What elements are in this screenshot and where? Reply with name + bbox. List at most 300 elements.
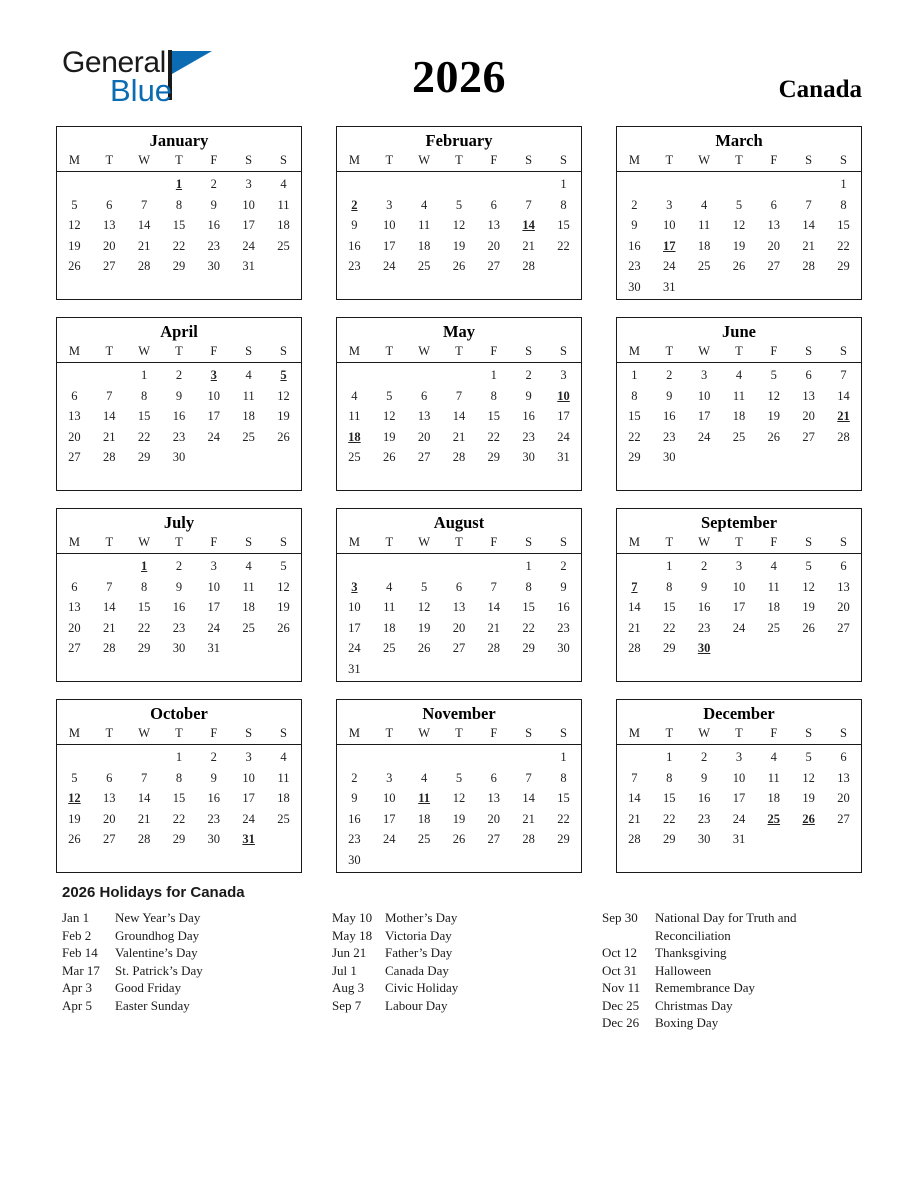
day-cell[interactable]: 25	[242, 620, 255, 635]
day-cell[interactable]: 3	[210, 559, 217, 574]
day-cell[interactable]: 6	[840, 559, 847, 574]
day-cell[interactable]: 8	[175, 197, 183, 212]
day-cell[interactable]: 7	[140, 770, 148, 785]
day-cell[interactable]: 16	[207, 218, 221, 233]
day-cell[interactable]: 9	[351, 791, 358, 806]
day-cell[interactable]: 27	[417, 450, 431, 465]
day-cell[interactable]: 22	[557, 811, 570, 826]
day-cell[interactable]: 16	[663, 409, 676, 424]
day-cell[interactable]: 11	[767, 770, 780, 785]
day-cell[interactable]: 7	[455, 388, 463, 403]
day-cell[interactable]: 16	[172, 409, 186, 424]
day-cell[interactable]: 8	[525, 579, 532, 594]
day-cell[interactable]: 28	[452, 450, 466, 465]
day-cell[interactable]: 15	[557, 791, 570, 806]
day-cell[interactable]: 3	[560, 368, 567, 383]
day-cell[interactable]: 21	[802, 238, 815, 253]
day-cell[interactable]: 28	[628, 832, 641, 847]
day-cell[interactable]: 24	[242, 811, 255, 826]
day-cell[interactable]: 1	[560, 750, 567, 765]
day-cell[interactable]: 19	[732, 238, 746, 253]
day-cell[interactable]: 25	[697, 259, 711, 274]
day-cell[interactable]: 21	[452, 429, 466, 444]
day-cell[interactable]: 9	[666, 388, 673, 403]
day-cell[interactable]: 8	[666, 770, 673, 785]
day-cell[interactable]: 13	[837, 770, 850, 785]
day-cell[interactable]: 16	[348, 811, 361, 826]
day-cell[interactable]: 24	[732, 620, 746, 635]
day-cell-holiday[interactable]: 26	[802, 811, 815, 826]
day-cell[interactable]: 13	[802, 388, 815, 403]
day-cell[interactable]: 14	[628, 600, 641, 615]
day-cell[interactable]: 6	[71, 388, 78, 403]
day-cell[interactable]: 5	[735, 197, 743, 212]
day-cell[interactable]: 18	[417, 238, 431, 253]
day-cell-holiday[interactable]: 1	[175, 177, 183, 192]
day-cell[interactable]: 13	[68, 600, 81, 615]
day-cell[interactable]: 4	[770, 750, 777, 765]
day-cell[interactable]: 6	[490, 197, 497, 212]
day-cell[interactable]: 12	[452, 218, 466, 233]
day-cell[interactable]: 22	[557, 238, 570, 253]
day-cell[interactable]: 2	[210, 750, 217, 765]
day-cell[interactable]: 21	[522, 238, 535, 253]
day-cell[interactable]: 19	[767, 409, 781, 424]
day-cell[interactable]: 23	[663, 429, 676, 444]
day-cell[interactable]: 30	[207, 832, 221, 847]
day-cell[interactable]: 23	[557, 620, 570, 635]
day-cell[interactable]: 31	[732, 832, 746, 847]
day-cell[interactable]: 10	[242, 770, 255, 785]
day-cell[interactable]: 10	[732, 770, 746, 785]
day-cell-holiday[interactable]: 7	[631, 579, 638, 594]
day-cell[interactable]: 6	[805, 368, 812, 383]
day-cell[interactable]: 4	[280, 177, 287, 192]
day-cell[interactable]: 5	[805, 559, 812, 574]
day-cell[interactable]: 29	[172, 259, 186, 274]
day-cell[interactable]: 11	[383, 600, 396, 615]
day-cell[interactable]: 16	[522, 409, 535, 424]
day-cell[interactable]: 16	[697, 791, 711, 806]
day-cell[interactable]: 29	[522, 641, 535, 656]
day-cell[interactable]: 23	[522, 429, 535, 444]
day-cell[interactable]: 18	[732, 409, 746, 424]
day-cell[interactable]: 18	[767, 600, 781, 615]
day-cell[interactable]: 3	[245, 177, 252, 192]
day-cell[interactable]: 17	[557, 409, 570, 424]
day-cell[interactable]: 18	[697, 238, 711, 253]
day-cell[interactable]: 17	[732, 791, 746, 806]
day-cell[interactable]: 20	[68, 620, 81, 635]
day-cell-holiday[interactable]: 18	[348, 429, 361, 444]
day-cell[interactable]: 22	[172, 238, 186, 253]
day-cell[interactable]: 28	[137, 832, 151, 847]
day-cell[interactable]: 27	[802, 429, 815, 444]
day-cell[interactable]: 15	[557, 218, 570, 233]
day-cell[interactable]: 7	[805, 197, 812, 212]
day-cell[interactable]: 27	[452, 641, 466, 656]
day-cell[interactable]: 16	[697, 600, 711, 615]
day-cell[interactable]: 5	[455, 197, 463, 212]
day-cell[interactable]: 1	[666, 750, 673, 765]
day-cell[interactable]: 17	[383, 238, 396, 253]
day-cell[interactable]: 31	[557, 450, 570, 465]
day-cell[interactable]: 9	[700, 770, 708, 785]
day-cell[interactable]: 15	[172, 218, 186, 233]
day-cell[interactable]: 7	[490, 579, 497, 594]
day-cell[interactable]: 16	[628, 238, 641, 253]
day-cell[interactable]: 29	[172, 832, 186, 847]
day-cell[interactable]: 23	[697, 620, 711, 635]
day-cell[interactable]: 15	[137, 409, 151, 424]
day-cell[interactable]: 5	[386, 388, 393, 403]
day-cell[interactable]: 9	[210, 197, 217, 212]
day-cell[interactable]: 1	[666, 559, 673, 574]
day-cell[interactable]: 28	[628, 641, 641, 656]
day-cell[interactable]: 22	[837, 238, 850, 253]
day-cell[interactable]: 26	[452, 259, 466, 274]
day-cell[interactable]: 9	[351, 218, 358, 233]
day-cell[interactable]: 1	[490, 368, 497, 383]
day-cell[interactable]: 12	[277, 579, 290, 594]
day-cell[interactable]: 21	[103, 620, 116, 635]
day-cell-holiday[interactable]: 3	[210, 368, 217, 383]
day-cell[interactable]: 27	[767, 259, 781, 274]
day-cell[interactable]: 24	[697, 429, 711, 444]
day-cell[interactable]: 2	[210, 177, 217, 192]
day-cell[interactable]: 9	[700, 579, 708, 594]
day-cell[interactable]: 2	[700, 750, 708, 765]
day-cell[interactable]: 26	[452, 832, 466, 847]
day-cell[interactable]: 17	[348, 620, 361, 635]
day-cell[interactable]: 2	[175, 559, 183, 574]
day-cell[interactable]: 1	[840, 177, 847, 192]
day-cell[interactable]: 19	[277, 600, 290, 615]
day-cell[interactable]: 5	[71, 770, 78, 785]
day-cell[interactable]: 22	[137, 620, 151, 635]
day-cell[interactable]: 2	[351, 770, 358, 785]
day-cell[interactable]: 11	[698, 218, 711, 233]
day-cell[interactable]: 16	[348, 238, 361, 253]
day-cell[interactable]: 19	[417, 620, 431, 635]
day-cell[interactable]: 13	[417, 409, 431, 424]
day-cell[interactable]: 15	[137, 600, 151, 615]
day-cell[interactable]: 12	[732, 218, 746, 233]
day-cell[interactable]: 16	[172, 600, 186, 615]
day-cell-holiday[interactable]: 14	[522, 218, 535, 233]
day-cell[interactable]: 22	[522, 620, 535, 635]
day-cell[interactable]: 23	[207, 811, 221, 826]
day-cell[interactable]: 27	[487, 259, 501, 274]
day-cell[interactable]: 19	[452, 811, 466, 826]
day-cell[interactable]: 29	[628, 450, 641, 465]
day-cell[interactable]: 15	[837, 218, 850, 233]
day-cell[interactable]: 26	[767, 429, 781, 444]
day-cell[interactable]: 28	[103, 641, 116, 656]
day-cell[interactable]: 18	[242, 600, 255, 615]
day-cell[interactable]: 7	[525, 197, 532, 212]
day-cell[interactable]: 20	[103, 811, 116, 826]
day-cell[interactable]: 31	[207, 641, 221, 656]
day-cell[interactable]: 14	[103, 600, 116, 615]
day-cell[interactable]: 8	[175, 770, 183, 785]
day-cell[interactable]: 29	[137, 450, 151, 465]
day-cell[interactable]: 22	[663, 620, 676, 635]
day-cell[interactable]: 14	[837, 388, 850, 403]
day-cell[interactable]: 17	[732, 600, 746, 615]
day-cell[interactable]: 13	[103, 791, 116, 806]
day-cell[interactable]: 3	[386, 197, 393, 212]
day-cell[interactable]: 4	[245, 368, 252, 383]
day-cell[interactable]: 3	[735, 750, 743, 765]
day-cell[interactable]: 25	[732, 429, 746, 444]
day-cell[interactable]: 11	[242, 579, 255, 594]
day-cell[interactable]: 20	[487, 811, 501, 826]
day-cell-holiday[interactable]: 17	[663, 238, 676, 253]
day-cell[interactable]: 26	[802, 620, 815, 635]
day-cell[interactable]: 14	[103, 409, 116, 424]
day-cell[interactable]: 13	[767, 218, 781, 233]
day-cell[interactable]: 26	[732, 259, 746, 274]
day-cell[interactable]: 25	[383, 641, 396, 656]
day-cell[interactable]: 15	[628, 409, 641, 424]
day-cell[interactable]: 2	[175, 368, 183, 383]
day-cell[interactable]: 21	[522, 811, 535, 826]
day-cell[interactable]: 27	[487, 832, 501, 847]
day-cell[interactable]: 3	[700, 368, 708, 383]
day-cell[interactable]: 23	[628, 259, 641, 274]
day-cell[interactable]: 22	[137, 429, 151, 444]
day-cell[interactable]: 12	[417, 600, 431, 615]
day-cell[interactable]: 7	[140, 197, 148, 212]
day-cell[interactable]: 28	[103, 450, 116, 465]
day-cell[interactable]: 22	[628, 429, 641, 444]
day-cell[interactable]: 6	[106, 197, 113, 212]
day-cell-holiday[interactable]: 30	[697, 641, 711, 656]
day-cell[interactable]: 3	[735, 559, 743, 574]
day-cell[interactable]: 14	[137, 791, 151, 806]
day-cell[interactable]: 28	[837, 429, 850, 444]
day-cell[interactable]: 14	[522, 791, 535, 806]
day-cell[interactable]: 4	[420, 770, 428, 785]
day-cell[interactable]: 29	[137, 641, 151, 656]
day-cell[interactable]: 4	[700, 197, 708, 212]
day-cell[interactable]: 25	[277, 811, 290, 826]
day-cell[interactable]: 23	[697, 811, 711, 826]
day-cell[interactable]: 15	[487, 409, 501, 424]
day-cell[interactable]: 13	[452, 600, 466, 615]
day-cell[interactable]: 24	[383, 259, 396, 274]
day-cell[interactable]: 19	[383, 429, 396, 444]
day-cell[interactable]: 27	[837, 620, 850, 635]
day-cell[interactable]: 12	[767, 388, 781, 403]
day-cell[interactable]: 24	[207, 620, 221, 635]
day-cell[interactable]: 21	[628, 811, 641, 826]
day-cell[interactable]: 18	[242, 409, 255, 424]
day-cell[interactable]: 11	[242, 388, 255, 403]
day-cell[interactable]: 3	[666, 197, 673, 212]
day-cell[interactable]: 18	[277, 791, 290, 806]
day-cell[interactable]: 30	[207, 259, 221, 274]
day-cell[interactable]: 9	[560, 579, 567, 594]
day-cell[interactable]: 27	[68, 641, 81, 656]
day-cell[interactable]: 15	[663, 600, 676, 615]
day-cell[interactable]: 6	[455, 579, 463, 594]
day-cell[interactable]: 19	[277, 409, 290, 424]
day-cell[interactable]: 24	[348, 641, 361, 656]
day-cell[interactable]: 27	[68, 450, 81, 465]
day-cell[interactable]: 17	[383, 811, 396, 826]
day-cell[interactable]: 8	[140, 388, 148, 403]
day-cell[interactable]: 7	[525, 770, 532, 785]
day-cell[interactable]: 15	[172, 791, 186, 806]
day-cell[interactable]: 15	[522, 600, 535, 615]
day-cell[interactable]: 26	[417, 641, 431, 656]
day-cell[interactable]: 8	[840, 197, 847, 212]
day-cell[interactable]: 30	[557, 641, 570, 656]
day-cell[interactable]: 18	[417, 811, 431, 826]
day-cell[interactable]: 29	[487, 450, 501, 465]
day-cell[interactable]: 11	[732, 388, 745, 403]
day-cell[interactable]: 20	[487, 238, 501, 253]
day-cell-holiday[interactable]: 1	[140, 559, 148, 574]
day-cell[interactable]: 20	[417, 429, 431, 444]
day-cell[interactable]: 3	[386, 770, 393, 785]
day-cell[interactable]: 25	[242, 429, 255, 444]
day-cell[interactable]: 20	[837, 600, 850, 615]
day-cell[interactable]: 9	[525, 388, 532, 403]
day-cell[interactable]: 9	[210, 770, 217, 785]
day-cell[interactable]: 20	[767, 238, 781, 253]
day-cell[interactable]: 19	[68, 811, 81, 826]
day-cell[interactable]: 31	[348, 661, 361, 676]
day-cell[interactable]: 18	[383, 620, 396, 635]
day-cell[interactable]: 2	[631, 197, 638, 212]
day-cell[interactable]: 3	[245, 750, 252, 765]
day-cell-holiday[interactable]: 21	[837, 409, 850, 424]
day-cell[interactable]: 29	[557, 832, 570, 847]
day-cell[interactable]: 20	[68, 429, 81, 444]
day-cell[interactable]: 12	[383, 409, 396, 424]
day-cell[interactable]: 19	[68, 238, 81, 253]
day-cell[interactable]: 26	[277, 620, 290, 635]
day-cell[interactable]: 24	[207, 429, 221, 444]
day-cell[interactable]: 27	[103, 259, 116, 274]
day-cell[interactable]: 11	[418, 218, 431, 233]
day-cell[interactable]: 5	[280, 559, 287, 574]
day-cell[interactable]: 23	[172, 429, 186, 444]
day-cell[interactable]: 16	[557, 600, 570, 615]
day-cell[interactable]: 22	[172, 811, 186, 826]
day-cell[interactable]: 6	[106, 770, 113, 785]
day-cell[interactable]: 10	[732, 579, 746, 594]
day-cell-holiday[interactable]: 12	[68, 791, 81, 806]
day-cell-holiday[interactable]: 25	[767, 811, 781, 826]
day-cell[interactable]: 10	[383, 791, 396, 806]
day-cell[interactable]: 30	[348, 852, 361, 867]
day-cell[interactable]: 8	[560, 197, 567, 212]
day-cell[interactable]: 23	[172, 620, 186, 635]
day-cell[interactable]: 12	[452, 791, 466, 806]
day-cell[interactable]: 8	[560, 770, 567, 785]
day-cell[interactable]: 6	[71, 579, 78, 594]
day-cell[interactable]: 8	[490, 388, 497, 403]
day-cell[interactable]: 19	[802, 600, 815, 615]
day-cell[interactable]: 14	[628, 791, 641, 806]
day-cell[interactable]: 28	[522, 832, 535, 847]
day-cell[interactable]: 13	[487, 218, 501, 233]
day-cell[interactable]: 31	[663, 279, 676, 294]
day-cell[interactable]: 27	[103, 832, 116, 847]
day-cell[interactable]: 4	[735, 368, 743, 383]
day-cell[interactable]: 23	[207, 238, 221, 253]
day-cell[interactable]: 27	[837, 811, 850, 826]
day-cell[interactable]: 17	[207, 600, 221, 615]
day-cell[interactable]: 26	[68, 259, 81, 274]
day-cell[interactable]: 17	[207, 409, 221, 424]
day-cell-holiday[interactable]: 5	[280, 368, 287, 383]
day-cell[interactable]: 30	[628, 279, 641, 294]
day-cell[interactable]: 10	[207, 388, 221, 403]
day-cell[interactable]: 9	[631, 218, 638, 233]
day-cell[interactable]: 25	[417, 832, 431, 847]
day-cell[interactable]: 21	[628, 620, 641, 635]
day-cell[interactable]: 18	[767, 791, 781, 806]
day-cell[interactable]: 10	[348, 600, 361, 615]
day-cell-holiday[interactable]: 10	[557, 388, 570, 403]
day-cell[interactable]: 28	[522, 259, 535, 274]
day-cell[interactable]: 13	[68, 409, 81, 424]
day-cell[interactable]: 14	[452, 409, 466, 424]
day-cell[interactable]: 9	[175, 579, 183, 594]
day-cell[interactable]: 11	[277, 770, 290, 785]
day-cell[interactable]: 26	[68, 832, 81, 847]
day-cell[interactable]: 28	[802, 259, 815, 274]
day-cell[interactable]: 1	[175, 750, 183, 765]
day-cell[interactable]: 20	[103, 238, 116, 253]
day-cell[interactable]: 4	[770, 559, 777, 574]
day-cell[interactable]: 12	[802, 770, 815, 785]
day-cell[interactable]: 21	[137, 238, 151, 253]
day-cell[interactable]: 25	[277, 238, 290, 253]
day-cell[interactable]: 13	[487, 791, 501, 806]
day-cell[interactable]: 30	[522, 450, 535, 465]
day-cell[interactable]: 29	[663, 641, 676, 656]
day-cell[interactable]: 14	[487, 600, 501, 615]
day-cell[interactable]: 4	[245, 559, 252, 574]
day-cell[interactable]: 4	[351, 388, 358, 403]
day-cell[interactable]: 14	[802, 218, 815, 233]
day-cell[interactable]: 9	[175, 388, 183, 403]
day-cell[interactable]: 11	[767, 579, 780, 594]
day-cell[interactable]: 10	[663, 218, 676, 233]
day-cell[interactable]: 25	[767, 620, 781, 635]
day-cell[interactable]: 24	[557, 429, 570, 444]
day-cell[interactable]: 25	[417, 259, 431, 274]
day-cell[interactable]: 10	[383, 218, 396, 233]
day-cell[interactable]: 6	[490, 770, 497, 785]
day-cell[interactable]: 5	[805, 750, 812, 765]
day-cell[interactable]: 26	[277, 429, 290, 444]
day-cell[interactable]: 25	[348, 450, 361, 465]
day-cell[interactable]: 5	[770, 368, 777, 383]
day-cell[interactable]: 6	[420, 388, 428, 403]
day-cell[interactable]: 17	[697, 409, 711, 424]
day-cell-holiday[interactable]: 2	[351, 197, 358, 212]
day-cell[interactable]: 12	[68, 218, 81, 233]
day-cell[interactable]: 10	[242, 197, 255, 212]
day-cell[interactable]: 20	[837, 791, 850, 806]
